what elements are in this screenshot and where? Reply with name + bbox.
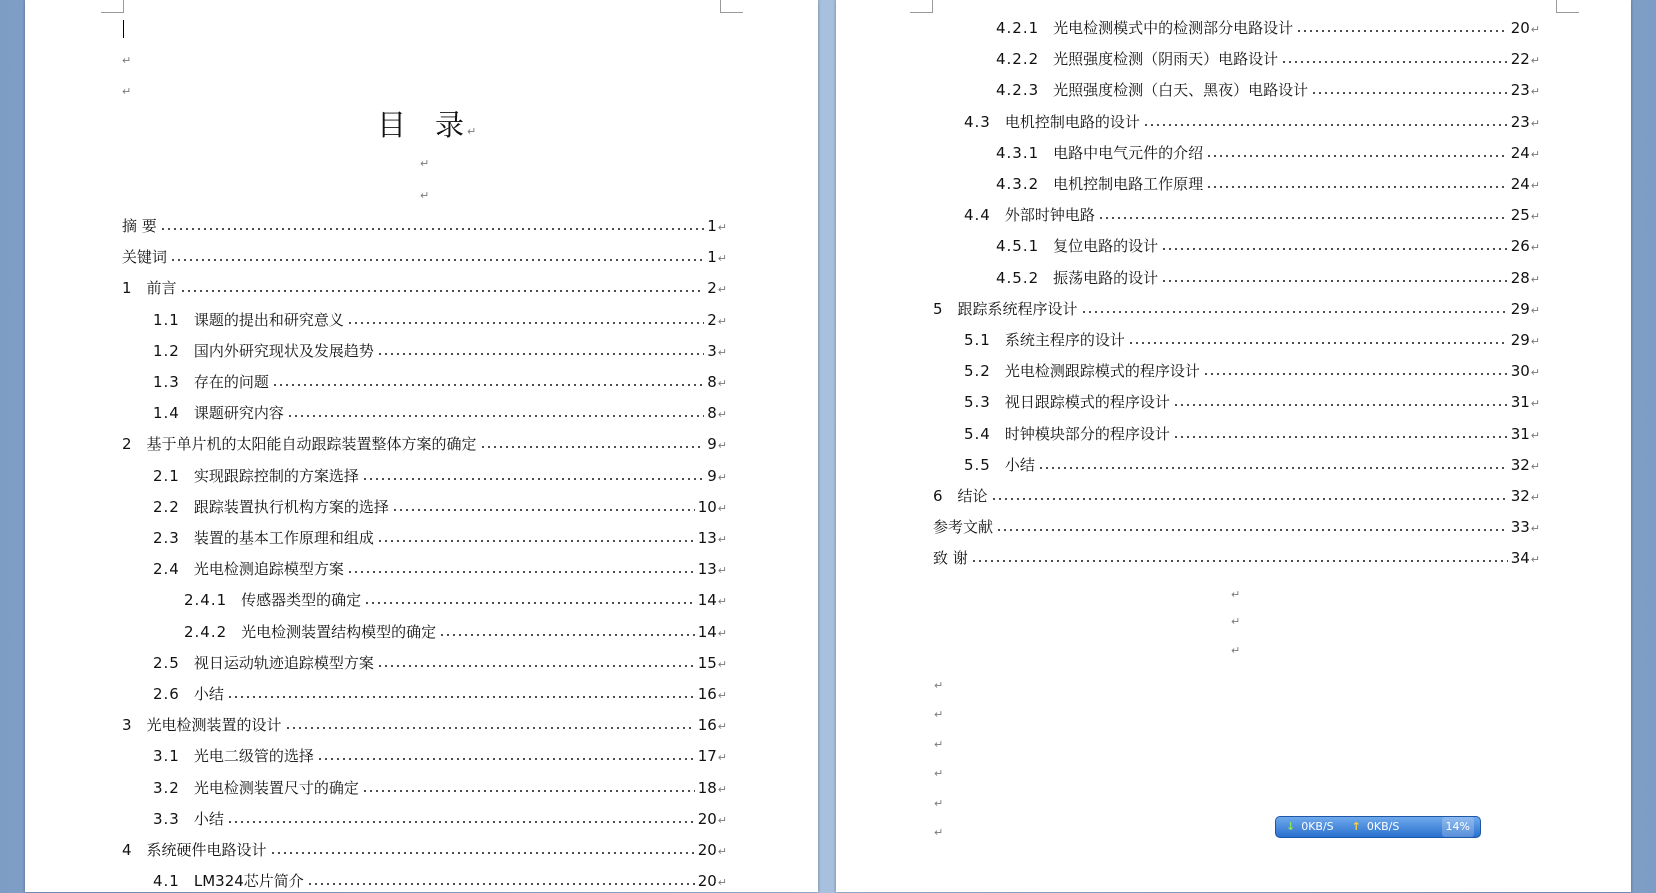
toc-entry[interactable] [122,216,727,236]
toc-entry-number: 4.3 [964,112,991,131]
toc-entry-text: 基于单片机的太阳能自动跟踪装置整体方案的确定 [146,435,477,454]
cpu-usage-percent: 14% [1442,817,1474,837]
toc-entry-text: 电机控制电路工作原理 [1053,175,1204,193]
toc-dot-leader [364,601,695,605]
toc-entry[interactable] [996,143,1540,163]
toc-dot-leader [362,477,704,481]
toc-dot-leader [377,664,695,668]
toc-entry-page: 17 [697,747,717,766]
toc-title: 目 录 [377,108,465,142]
paragraph-mark: ↵ [1530,54,1540,68]
paragraph-mark: ↵ [1530,272,1540,286]
toc-entry-page: 29 [1510,299,1530,318]
toc-entry-text: 光电二级管的选择 [193,747,314,766]
toc-entry[interactable] [996,236,1540,256]
upload-speed: 0KB/S [1366,820,1400,833]
toc-dot-leader [1296,29,1508,33]
paragraph-mark: ↵ [467,125,477,138]
toc-dot-leader [362,789,695,793]
toc-entry-page: 24 [1510,175,1530,193]
toc-entry-page: 1 [707,248,717,267]
toc-entry-page: 14 [697,591,717,610]
toc-entry-text: 光电检测模式中的检测部分电路设计 [1053,19,1294,37]
toc-entry-text: LM324芯片简介 [193,872,304,891]
toc-entry[interactable] [153,778,727,798]
toc-entry-page: 28 [1510,268,1530,287]
toc-entry-page: 18 [697,778,717,797]
toc-entry-page: 8 [707,373,717,391]
crop-mark-top-right [1556,0,1579,13]
toc-entry-page: 20 [697,872,717,891]
toc-entry-number: 2.3 [153,529,180,547]
toc-entry-page: 23 [1510,112,1530,131]
toc-dot-leader [1206,185,1508,189]
paragraph-mark: ↵ [717,408,727,422]
toc-entry-text: 小结 [1004,455,1035,474]
toc-entry-page: 20 [697,809,717,828]
toc-entry-number: 2 [122,435,133,454]
toc-dot-leader [227,695,695,699]
toc-dot-leader [227,820,695,824]
toc-entry-page: 34 [1510,549,1530,568]
upload-arrow-icon: ↑ [1351,820,1361,833]
toc-entry-number: 5.1 [964,331,991,349]
toc-dot-leader [287,414,704,418]
toc-dot-leader [1128,341,1508,345]
toc-entry-page: 31 [1510,424,1530,443]
toc-dot-leader [1203,372,1508,376]
toc-entry-number: 2.1 [153,466,180,485]
toc-entry[interactable] [996,174,1540,194]
toc-entry-number: 1.2 [153,341,180,360]
toc-entry-text: 振荡电路的设计 [1053,268,1159,287]
toc-entry-page: 3 [707,341,717,360]
toc-entry-text: 系统主程序的设计 [1004,331,1125,349]
paragraph-mark: ↵ [1231,615,1241,628]
paragraph-mark: ↵ [1530,553,1540,567]
toc-entry-text: 参考文献 [933,518,994,537]
toc-entry-number: 4.5.2 [996,268,1040,287]
toc-dot-leader [996,528,1508,532]
toc-entry[interactable] [153,653,727,673]
toc-entry[interactable] [122,434,727,454]
toc-dot-leader [1311,91,1508,95]
toc-entry-text: 光电检测装置结构模型的确定 [241,622,437,641]
paragraph-mark: ↵ [717,657,727,671]
toc-entry-page: 29 [1510,331,1530,349]
toc-entry-text: 电机控制电路的设计 [1004,112,1140,131]
toc-entry-number: 5 [933,299,944,318]
paragraph-mark: ↵ [934,679,944,692]
toc-entry-number: 4 [122,841,133,859]
toc-entry-text: 课题的提出和研究意义 [193,310,344,329]
toc-dot-leader [1081,310,1508,314]
paragraph-mark: ↵ [1530,428,1540,442]
toc-dot-leader [392,508,695,512]
toc-entry-text: 光照强度检测（白天、黑夜）电路设计 [1053,81,1309,100]
network-speed-widget[interactable] [1275,816,1481,838]
toc-entry[interactable] [122,715,727,735]
paragraph-mark: ↵ [122,54,132,67]
toc-entry[interactable] [153,871,727,891]
toc-entry-page: 2 [707,279,717,298]
toc-dot-leader [347,321,704,325]
toc-entry-page: 20 [1510,19,1530,37]
toc-entry-number: 2.2 [153,497,180,516]
toc-entry-page: 10 [697,497,717,516]
paragraph-mark: ↵ [1530,335,1540,348]
toc-entry[interactable] [996,18,1540,38]
toc-entry[interactable] [996,268,1540,288]
toc-entry[interactable] [153,809,727,829]
toc-entry-text: 传感器类型的确定 [241,591,362,610]
toc-entry-number: 4.4 [964,206,991,225]
toc-entry-text: 光电检测追踪模型方案 [193,560,344,579]
toc-entry-page: 20 [697,841,717,859]
toc-entry-page: 16 [697,716,717,735]
toc-entry[interactable] [122,278,727,298]
toc-entry-page: 26 [1510,237,1530,256]
toc-entry-number: 3 [122,716,133,735]
toc-entry-number: 5.2 [964,362,991,381]
toc-entry-text: 实现跟踪控制的方案选择 [193,466,359,485]
toc-entry-page: 31 [1510,393,1530,412]
paragraph-mark: ↵ [717,876,727,890]
toc-entry[interactable] [153,341,727,361]
toc-entry-number: 1 [122,279,133,298]
crop-mark-top-left [910,0,933,13]
toc-entry-page: 33 [1510,518,1530,537]
toc-entry-text: 光电检测装置尺寸的确定 [193,778,359,797]
toc-entry-number: 5.5 [964,455,991,474]
paragraph-mark: ↵ [717,314,727,328]
toc-entry-number: 1.1 [153,310,180,329]
document-page-left[interactable] [25,0,818,892]
toc-entry[interactable] [964,205,1540,225]
paragraph-mark: ↵ [934,738,944,751]
toc-entry[interactable] [153,403,727,423]
toc-entry-page: 13 [697,560,717,579]
toc-entry-page: 2 [707,310,717,329]
toc-entry[interactable] [996,80,1540,100]
toc-entry[interactable] [964,330,1540,350]
crop-mark-top-right [720,0,743,13]
paragraph-mark: ↵ [1530,147,1540,161]
paragraph-mark: ↵ [717,595,727,609]
toc-entry[interactable] [122,247,727,267]
toc-entry-text: 视日跟踪模式的程序设计 [1004,393,1170,412]
toc-dot-leader [1173,403,1508,407]
toc-entry-text: 跟踪系统程序设计 [957,299,1078,318]
paragraph-mark: ↵ [717,533,727,546]
toc-entry[interactable] [964,361,1540,381]
paragraph-mark: ↵ [717,564,727,578]
toc-entry[interactable] [184,622,727,642]
download-arrow-icon: ↓ [1286,820,1296,833]
toc-entry-page: 32 [1510,455,1530,474]
toc-entry[interactable] [996,49,1540,69]
paragraph-mark: ↵ [717,689,727,702]
toc-dot-leader [971,559,1508,563]
toc-entry-text: 课题研究内容 [193,404,284,423]
toc-entry[interactable] [153,372,727,392]
paragraph-mark: ↵ [1530,116,1540,130]
toc-dot-leader [439,633,695,637]
toc-entry[interactable] [964,392,1540,412]
toc-entry-page: 15 [697,653,717,672]
toc-entry[interactable] [153,528,727,548]
paragraph-mark: ↵ [1530,397,1540,411]
paragraph-mark: ↵ [1530,210,1540,224]
toc-entry-number: 5.4 [964,424,991,443]
toc-dot-leader [1098,216,1508,220]
toc-entry[interactable] [933,486,1540,506]
text-cursor [123,20,124,38]
toc-dot-leader [1206,154,1508,158]
toc-entry-number: 2.4 [153,560,180,579]
toc-entry-page: 16 [697,685,717,703]
paragraph-mark: ↵ [717,782,727,796]
paragraph-mark: ↵ [717,470,727,484]
toc-dot-leader [1281,60,1508,64]
toc-entry-number: 3.1 [153,747,180,766]
toc-entry[interactable] [964,112,1540,132]
toc-entry-number: 4.2.1 [996,19,1040,37]
paragraph-mark: ↵ [1530,522,1540,536]
toc-entry[interactable] [933,517,1540,537]
toc-entry-page: 1 [707,217,717,235]
crop-mark-top-left [101,0,124,13]
toc-entry-page: 8 [707,404,717,423]
toc-entry-text: 关键词 [122,248,168,267]
toc-entry-text: 外部时钟电路 [1004,206,1095,225]
toc-entry-number: 3.3 [153,809,180,828]
toc-entry-number: 4.3.2 [996,175,1040,193]
toc-entry-number: 4.5.1 [996,237,1040,256]
paragraph-mark: ↵ [420,157,430,170]
toc-entry-number: 2.5 [153,653,180,672]
toc-dot-leader [377,352,704,356]
toc-dot-leader [1038,466,1508,470]
toc-entry-number: 2.4.1 [184,591,228,610]
toc-dot-leader [170,258,704,262]
paragraph-mark: ↵ [717,439,727,453]
toc-dot-leader [347,570,695,574]
toc-entry-text: 系统硬件电路设计 [146,841,267,859]
paragraph-mark: ↵ [934,797,944,810]
toc-entry-number: 1.3 [153,373,180,391]
paragraph-mark: ↵ [934,826,944,839]
toc-entry-page: 9 [707,435,717,454]
toc-entry[interactable] [153,497,727,517]
paragraph-mark: ↵ [1231,644,1241,657]
paragraph-mark: ↵ [717,252,727,266]
toc-entry-text: 存在的问题 [193,373,269,391]
toc-entry-page: 22 [1510,50,1530,69]
toc-dot-leader [1143,123,1508,127]
toc-entry-text: 前言 [146,279,177,298]
toc-entry[interactable] [153,684,727,704]
toc-entry-text: 小结 [193,809,224,828]
paragraph-mark: ↵ [1530,366,1540,380]
toc-entry[interactable] [964,424,1540,444]
toc-entry-number: 4.1 [153,872,180,891]
toc-entry[interactable] [153,559,727,579]
paragraph-mark: ↵ [1530,23,1540,36]
paragraph-mark: ↵ [1530,179,1540,192]
toc-entry[interactable] [153,310,727,330]
paragraph-mark: ↵ [717,221,727,234]
paragraph-mark: ↵ [717,377,727,390]
toc-entry-text: 致 谢 [933,549,968,568]
paragraph-mark: ↵ [717,751,727,765]
download-speed: 0KB/S [1301,820,1334,833]
paragraph-mark: ↵ [717,283,727,297]
toc-entry-text: 光电检测装置的设计 [146,716,282,735]
toc-dot-leader [1161,279,1508,283]
toc-entry-text: 结论 [957,487,988,505]
toc-entry-text: 摘 要 [122,217,157,235]
toc-entry[interactable] [153,466,727,486]
paragraph-mark: ↵ [717,720,727,734]
paragraph-mark: ↵ [717,626,727,640]
toc-entry-page: 24 [1510,143,1530,162]
toc-entry[interactable] [122,840,727,860]
toc-entry[interactable] [153,746,727,766]
paragraph-mark: ↵ [717,813,727,827]
toc-dot-leader [317,757,695,761]
toc-entry-number: 2.6 [153,685,180,703]
toc-entry-page: 25 [1510,206,1530,225]
toc-entry[interactable] [933,548,1540,568]
toc-dot-leader [272,383,704,387]
document-page-right[interactable] [836,0,1631,892]
toc-dot-leader [1173,435,1508,439]
toc-entry-number: 5.3 [964,393,991,412]
toc-entry-page: 32 [1510,487,1530,505]
toc-entry-text: 装置的基本工作原理和组成 [193,529,374,547]
toc-entry-number: 1.4 [153,404,180,423]
paragraph-mark: ↵ [934,708,944,721]
toc-entry-text: 光电检测跟踪模式的程序设计 [1004,362,1200,381]
toc-entry[interactable] [184,590,727,610]
toc-entry-text: 小结 [193,685,224,703]
toc-entry-text: 跟踪装置执行机构方案的选择 [193,497,389,516]
toc-dot-leader [160,227,704,231]
toc-dot-leader [480,445,705,449]
toc-dot-leader [1161,247,1508,251]
toc-entry-number: 4.3.1 [996,143,1040,162]
toc-dot-leader [991,497,1508,501]
paragraph-mark: ↵ [717,845,727,858]
toc-entry-page: 9 [707,466,717,485]
toc-entry-number: 2.4.2 [184,622,228,641]
paragraph-mark: ↵ [122,85,132,98]
toc-entry-text: 时钟模块部分的程序设计 [1004,424,1170,443]
paragraph-mark: ↵ [420,189,430,202]
toc-entry-text: 视日运动轨迹追踪模型方案 [193,653,374,672]
paragraph-mark: ↵ [1530,303,1540,317]
toc-entry-text: 光照强度检测（阴雨天）电路设计 [1053,50,1279,69]
paragraph-mark: ↵ [1231,588,1241,601]
toc-entry[interactable] [933,299,1540,319]
toc-entry-page: 23 [1510,81,1530,100]
toc-entry-number: 4.2.3 [996,81,1040,100]
toc-dot-leader [285,726,695,730]
paragraph-mark: ↵ [1530,241,1540,255]
toc-entry-page: 13 [697,529,717,547]
toc-entry-text: 国内外研究现状及发展趋势 [193,341,374,360]
toc-entry-text: 电路中电气元件的介绍 [1053,143,1204,162]
paragraph-mark: ↵ [1530,459,1540,473]
paragraph-mark: ↵ [934,767,944,780]
toc-entry-page: 14 [697,622,717,641]
toc-dot-leader [307,882,695,886]
toc-entry[interactable] [964,455,1540,475]
toc-entry-number: 3.2 [153,778,180,797]
toc-entry-number: 6 [933,487,944,505]
toc-dot-leader [377,539,695,543]
toc-entry-page: 30 [1510,362,1530,381]
toc-entry-text: 复位电路的设计 [1053,237,1159,256]
toc-dot-leader [180,289,705,293]
paragraph-mark: ↵ [1530,85,1540,99]
paragraph-mark: ↵ [717,501,727,515]
toc-entry-number: 4.2.2 [996,50,1040,69]
paragraph-mark: ↵ [717,345,727,359]
paragraph-mark: ↵ [1530,491,1540,504]
toc-dot-leader [270,851,695,855]
